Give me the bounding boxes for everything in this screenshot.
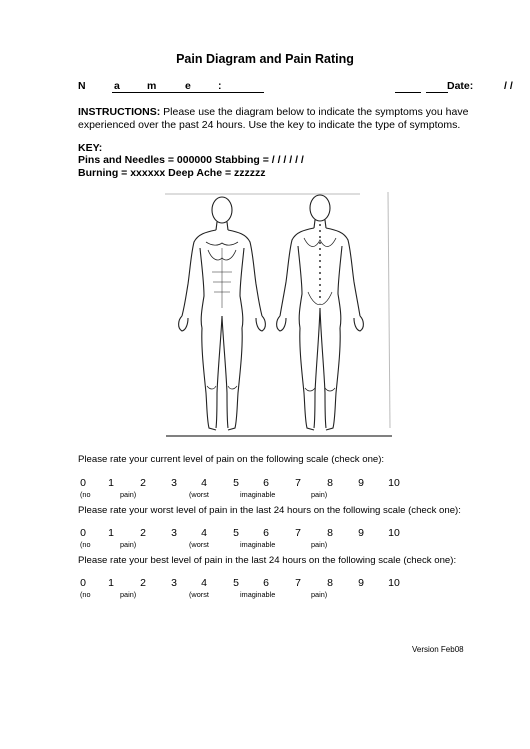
scale-best-4[interactable]: 4 [201,577,207,589]
key-line-1: Pins and Needles = 000000 Stabbing = / / / / / / [78,154,304,166]
scale-worst-0[interactable]: 0 [80,527,86,539]
name-letter-e: e [185,80,191,92]
scale-best-9[interactable]: 9 [358,577,364,589]
sub-imaginable: imaginable [240,540,276,549]
sub-pain: pain) [120,540,137,549]
scale-current-2[interactable]: 2 [140,477,146,489]
sub-no: (no [80,490,91,499]
version-label: Version Feb08 [412,645,464,654]
scale-current-3[interactable]: 3 [171,477,177,489]
sub-no: (no [80,590,91,599]
sub-pain: pain) [120,490,137,499]
name-letter-a: a [114,80,120,92]
sub-pain-2: pain) [311,490,328,499]
date-label: Date: [447,80,474,92]
sub-pain-2: pain) [311,590,328,599]
name-letter-colon: : [218,80,222,92]
scale-worst-1[interactable]: 1 [108,527,114,539]
scale-worst-3[interactable]: 3 [171,527,177,539]
question-worst: Please rate your worst level of pain in the last 24 hours on the following scale (check one): [78,505,461,516]
sub-pain-2: pain) [311,540,328,549]
question-best: Please rate your best level of pain in the last 24 hours on the following scale (check one): [78,555,457,566]
scale-current-5[interactable]: 5 [233,477,239,489]
scale-best-2[interactable]: 2 [140,577,146,589]
sub-imaginable: imaginable [240,590,276,599]
sub-worst: (worst [189,540,209,549]
scale-best-8[interactable]: 8 [327,577,333,589]
instructions [78,106,498,132]
scale-worst-4[interactable]: 4 [201,527,207,539]
instructions-text: Please use the diagram below to indicate the symptoms you have experienced over the past 24 hours. Use the key to indicate the type of symptoms. [78,106,469,131]
scale-best-1[interactable]: 1 [108,577,114,589]
sub-worst: (worst [189,490,209,499]
key-heading: KEY: [78,142,103,154]
question-current: Please rate your current level of pain on the following scale (check one): [78,454,385,465]
sub-imaginable: imaginable [240,490,276,499]
name-letter-m: m [147,80,157,92]
scale-current-8[interactable]: 8 [327,477,333,489]
scale-worst-7[interactable]: 7 [295,527,301,539]
scale-worst-6[interactable]: 6 [263,527,269,539]
date-field-line-2[interactable] [426,92,448,93]
scale-best-5[interactable]: 5 [233,577,239,589]
date-field-line-1[interactable] [395,92,421,93]
scale-current-4[interactable]: 4 [201,477,207,489]
scale-worst-9[interactable]: 9 [358,527,364,539]
sub-no: (no [80,540,91,549]
name-date-row [0,80,530,94]
scale-current-6[interactable]: 6 [263,477,269,489]
body-diagram[interactable] [160,188,396,440]
name-letter-n: N [78,80,86,92]
scale-best-10[interactable]: 10 [388,577,400,589]
scale-current-9[interactable]: 9 [358,477,364,489]
scale-best-0[interactable]: 0 [80,577,86,589]
sub-worst: (worst [189,590,209,599]
scale-worst-10[interactable]: 10 [388,527,400,539]
page-title: Pain Diagram and Pain Rating [176,52,354,66]
scale-best-7[interactable]: 7 [295,577,301,589]
scale-best-3[interactable]: 3 [171,577,177,589]
back-figure [277,195,364,430]
scale-current-1[interactable]: 1 [108,477,114,489]
scale-best-6[interactable]: 6 [263,577,269,589]
sub-pain: pain) [120,590,137,599]
scale-current-0[interactable]: 0 [80,477,86,489]
scale-worst-2[interactable]: 2 [140,527,146,539]
instructions-label: INSTRUCTIONS: [78,106,161,118]
scale-worst-5[interactable]: 5 [233,527,239,539]
scale-worst-8[interactable]: 8 [327,527,333,539]
scale-current-10[interactable]: 10 [388,477,400,489]
front-figure [179,197,266,430]
scale-current-7[interactable]: 7 [295,477,301,489]
date-slashes: / / [504,80,513,92]
name-field-line[interactable] [112,92,264,93]
key-line-2: Burning = xxxxxx Deep Ache = zzzzzz [78,167,266,179]
